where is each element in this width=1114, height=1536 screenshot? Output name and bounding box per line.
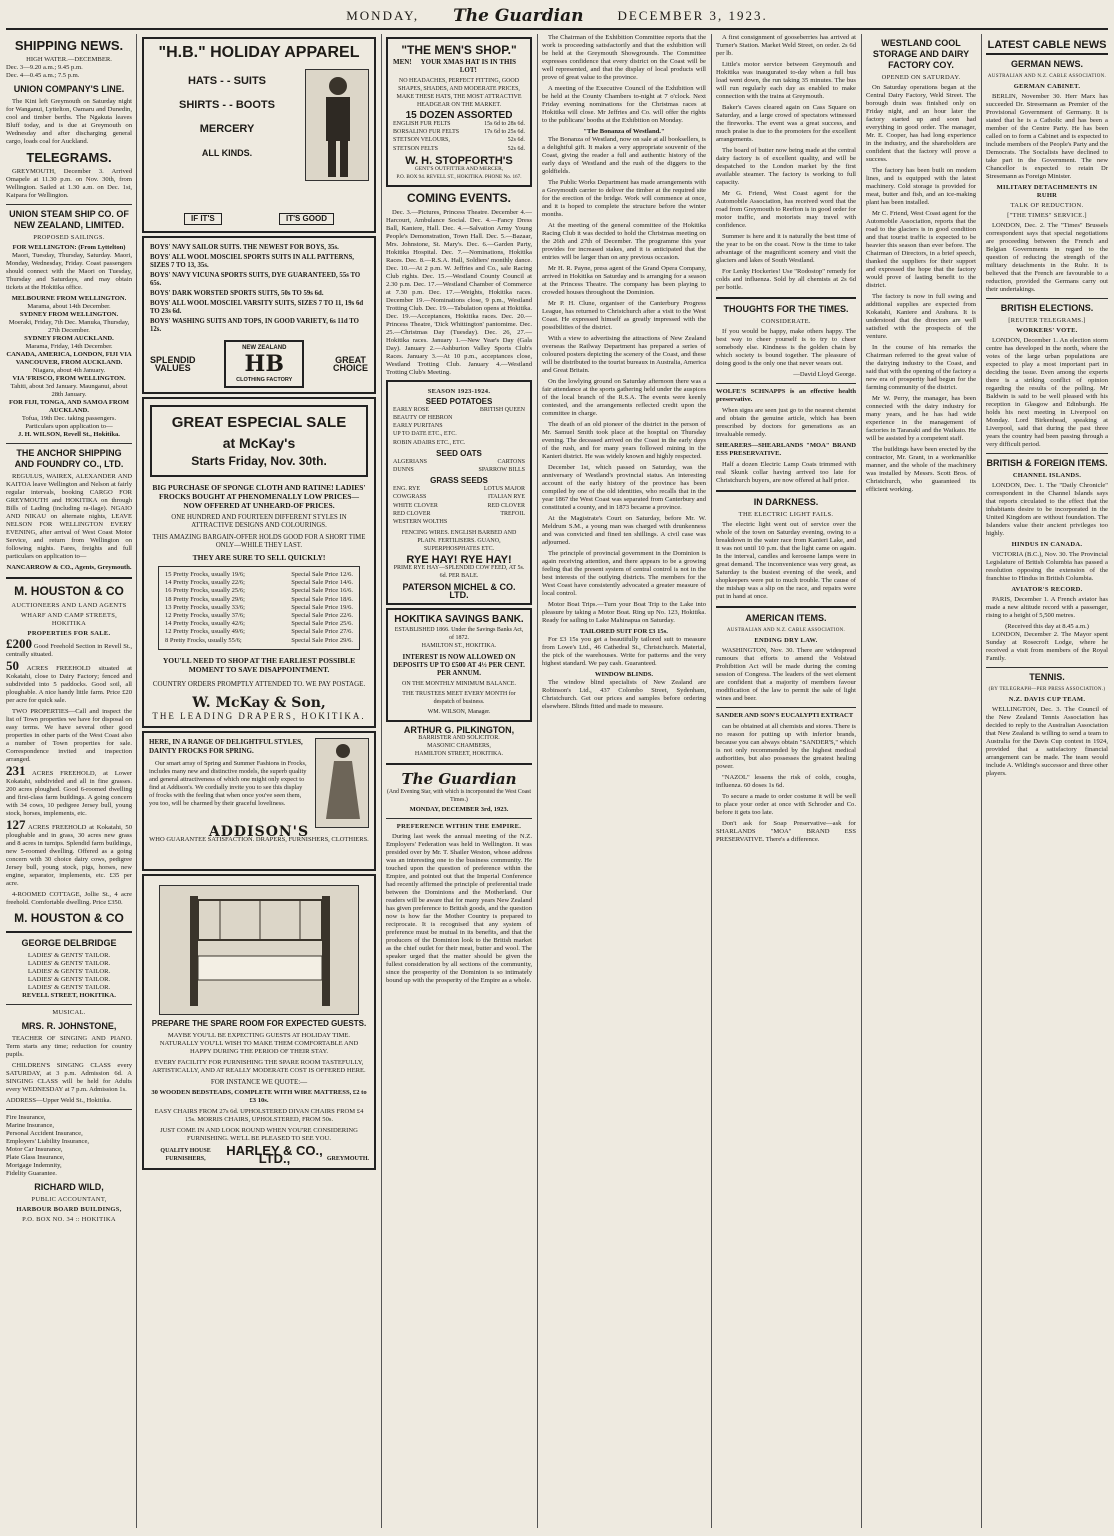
addison-sub: WHO GUARANTEE SATISFACTION. DRAPERS, FURNISHERS, CLOTHIERS. bbox=[149, 835, 369, 843]
news-paragraph: December 1st, which passed on Saturday, was the anniversary of Westland's provincial status. An interesting account of the early history of the province has been compiled by one of the old identities, who recalls that in the year 1867 the West Coast was separated from Canterbury and constituted a county, and in 1873 became a province. bbox=[542, 464, 706, 511]
children-class-text: CHILDREN'S SINGING CLASS every SATURDAY, at 3 p.m. Admission 6d. A SINGING CLASS will be held for Adults every WEDNESDAY at 7 p.m. Admission 1s. bbox=[6, 1062, 132, 1093]
sponge-text: BIG PURCHASE OF SPONGE CLOTH AND RATINE! LADIES' FROCKS BOUGHT AT PHENOMENALLY LOW PRICES—NOW OFFERED AT UNHEARD-OF PRICES. bbox=[152, 483, 366, 510]
hb-logo bbox=[224, 340, 304, 388]
choice-label: CHOICE bbox=[332, 363, 368, 373]
paterson-ad bbox=[386, 380, 532, 605]
insurance-item: Mortgage Indemnity, bbox=[6, 1162, 62, 1169]
telegrams-text: GREYMOUTH, December 3. Arrived Omapele at 11.30 p.m. on Nov. 30th, from Wellington. Sailed at 1.30 a.m. on Dec. 1st, Kaipara for Wellington. bbox=[6, 168, 132, 199]
harley-name: HARLEY & CO., LTD., bbox=[226, 1142, 323, 1166]
news-paragraph: Mr H. R. Payne, press agent of the Grand Opera Company, arrived in Hokitika on Saturday and is arranging for a season at the Princess Theatre. The company has been playing to crowded houses throughout the Dominion. bbox=[542, 265, 706, 296]
masthead-title: The Guardian bbox=[453, 6, 584, 26]
american-sub: AUSTRALIAN AND N.Z. CABLE ASSOCIATION. bbox=[726, 628, 846, 633]
country-text: COUNTRY ORDERS PROMPTLY ATTENDED TO. WE PAY POSTAGE. bbox=[152, 679, 366, 688]
sale-date: Starts Friday, Nov. 30th. bbox=[191, 454, 327, 468]
addison-ad bbox=[142, 731, 376, 871]
ussco-heading: UNION STEAM SHIP CO. OF NEW ZEALAND, LIMITED. bbox=[9, 209, 129, 230]
news-paragraph: Baker's Caves cleared again on Cass Square on Saturday, and a large crowd of spectators witnessed the fireworks. The event was a great success, and much praise is due to the promoters for the excellent arrangements. bbox=[716, 104, 856, 143]
frock-row: 14 Pretty Frocks, usually 22/6; Special Sale Price 14/6. bbox=[165, 579, 353, 587]
grass-row: COWGRASS ITALIAN RYE bbox=[393, 494, 525, 501]
sale-at: at McKay's bbox=[222, 435, 296, 451]
drapers-line: THE LEADING DRAPERS, HOKITIKA. bbox=[152, 710, 366, 721]
route-heading: MELBOURNE FROM WELLINGTON. bbox=[11, 295, 127, 302]
route-text: Marama, about 14th December. bbox=[27, 303, 111, 310]
masonic-line: MASONIC CHAMBERS, bbox=[427, 743, 491, 750]
spare-room-heading: PREPARE THE SPARE ROOM FOR EXPECTED GUESTS. bbox=[151, 1018, 367, 1028]
potato-row: UP TO DATE ETC., ETC. bbox=[393, 431, 457, 438]
clothing-label: CLOTHING FACTORY bbox=[236, 377, 293, 383]
oats-row: DUNNS SPARROW BILLS bbox=[393, 467, 525, 474]
boys-line: BOYS' NAVY VICUNA SPORTS SUITS, DYE GUARANTEED, 55s TO 65s. bbox=[150, 272, 361, 287]
musical-heading: MUSICAL. bbox=[52, 1009, 86, 1016]
news-paragraph: Mr C. Friend, West Coast agent for the Automobile Association, reports that the road to the glaciers is in good condition and that tourist traffic is expected to be heavier this season than ever before. The Chairman of Directors, in a brief speech, thanked the suppliers for their support and expressed the hope that the factory would prove of lasting benefit to the district. bbox=[866, 210, 976, 289]
sale-title: GREAT ESPECIAL SALE bbox=[171, 414, 347, 431]
news-paragraph: The board of butter now being made at the central dairy factory is of excellent quality, and will be despatched to the London market by the first available steamer. The factory is working to full capacity. bbox=[716, 147, 856, 186]
column-rule bbox=[711, 34, 712, 1528]
property-text: Good Freehold Section in Revell St., centrally situated. bbox=[6, 643, 132, 658]
property-acres: 50 bbox=[6, 658, 19, 673]
hb-item: SHIRTS - - BOOTS bbox=[179, 99, 275, 111]
insurance-item: Motor Car Insurance, bbox=[6, 1146, 63, 1153]
news-paragraph: On the lowlying ground on Saturday afternoon there was a fair attendance at the sports gathering held under the auspices of the local branch of the R.S.A. The events were keenly contested, and the arrangements reflected credit upon the committee in charge. bbox=[542, 378, 706, 417]
rye-text: PRIME RYE HAY—SPLENDID COW FEED, AT 5s. 6d. PER BALE. bbox=[393, 565, 525, 580]
addison-name: ADDISON'S bbox=[208, 823, 310, 840]
instance-text: FOR INSTANCE WE QUOTE:— bbox=[210, 1077, 308, 1086]
wild-sub: PUBLIC ACCOUNTANT, bbox=[31, 1196, 107, 1203]
frock-row: 16 Pretty Frocks, usually 25/6; Special Sale Price 16/6. bbox=[165, 587, 353, 595]
news-paragraph: On Saturday operations began at the Central Dairy Factory, Weld Street. The borough drain was finished only on Friday night, and an hour later the factory started up and soon had everything in good order. The manager, Mr. E. Cooper, has had long experience in the industry, and the shareholders are confident that the factory will prove a success. bbox=[866, 84, 976, 163]
values-label: VALUES bbox=[154, 363, 191, 373]
savings-bank-ad bbox=[386, 608, 532, 722]
insurance-list bbox=[6, 1114, 132, 1178]
come-text: JUST COME IN AND LOOK ROUND WHEN YOU'RE CONSIDERING FURNISHING. WE'LL BE PLEASED TO SEE YOU. bbox=[160, 1126, 358, 1142]
newspaper-page bbox=[6, 4, 1108, 1532]
paterson-name: PATERSON MICHEL & CO. LTD. bbox=[402, 582, 516, 601]
shipping-heading: SHIPPING NEWS. bbox=[14, 38, 124, 53]
potato-row: EARLY ROSE BRITISH QUEEN bbox=[393, 406, 525, 413]
column-7 bbox=[986, 34, 1108, 1528]
frock-row: 12 Pretty Frocks, usually 37/6; Special Sale Price 22/6. bbox=[165, 612, 353, 620]
masthead-day: MONDAY, bbox=[346, 8, 420, 23]
wild-pobox: P.O. BOX NO. 34 :: HOKITIKA bbox=[22, 1216, 116, 1223]
thoughts-text: If you would be happy, make others happy. The best way to cheer yourself is to try to cheer somebody else. Kindness is the golden chain by which society is bound together. The pleasure of doing good is the only one that never wears out. bbox=[716, 328, 856, 367]
news-paragraph: The death of an old pioneer of the district in the person of Mr. Samuel Smith took place at the hospital on Thursday evening. The deceased arrived on the Coast in the early days of the rush, and for many years followed mining in the Kanieri district. He was widely known and highly respected. bbox=[542, 421, 706, 460]
particulars: Particulars upon application to— bbox=[25, 423, 113, 430]
property-text: ACRES FREEHOLD situated at Kokatahi, close to Dairy Factory; fenced and subdivided into 5 paddocks. Good soil, all ploughable. A nice handy little farm. Price £20 per acre for quick sale. bbox=[6, 665, 132, 704]
seed-oats-heading: SEED OATS bbox=[436, 448, 482, 458]
dozen-line: 15 DOZEN ASSORTED bbox=[405, 110, 513, 121]
darkness-heading: IN DARKNESS. bbox=[753, 497, 819, 507]
potato-row: EARLY PURITANS bbox=[393, 423, 443, 430]
manager-text: WM. WILSON, Manager. bbox=[427, 709, 491, 716]
news-paragraph: Mr P. H. Clune, organiser of the Canterbury Progress League, has returned to Christchurch after a visit to the West Coast. He expressed himself as greatly impressed with the possibilities of the district. bbox=[542, 300, 706, 331]
telegrams-heading: TELEGRAMS. bbox=[26, 150, 112, 165]
property-text: TWO PROPERTIES—Call and inspect the list of Town properties we have for disposal on easy terms. We have several other good properties in other parts of the West Coast also a number of Town properties for sale. Correspondence invited and inspection arranged. bbox=[6, 708, 132, 763]
splendid-label: SPLENDID bbox=[150, 355, 196, 365]
column-3 bbox=[386, 34, 532, 1528]
dairy-heading: WESTLAND COOL STORAGE AND DAIRY FACTORY COY. bbox=[872, 38, 970, 70]
mens-title: "THE MEN'S SHOP." bbox=[401, 43, 517, 57]
hat-row: STETSON VELOURS, 52s 6d. bbox=[393, 137, 525, 144]
thoughts-sub: CONSIDERATE. bbox=[761, 318, 811, 325]
stopforth-sub: GENT'S OUTFITTER AND MERCER, bbox=[414, 165, 504, 172]
property-text: 4-ROOMED COTTAGE, Jollie St., 4 acre freehold. Comfortable dwelling. Price £350. bbox=[6, 891, 132, 906]
column-4 bbox=[542, 34, 706, 1528]
frocks-price-list bbox=[158, 566, 360, 650]
property-text: ACRES FREEHOLD, at Lower Kokatahi, subdivided and all in fine grasses. 200 acres ploughed. Good 6-roomed dwelling and first-class farm buildings. A going concern with 34 cows, 10 pedigree Jersey bull, young stock, horses, implements, etc. bbox=[6, 770, 132, 817]
harley-town: GREYMOUTH. bbox=[326, 1155, 369, 1162]
dont-text: Don't ask for Soap Preservative—ask for SHARLANDS "MOA" BRAND ESS PRESERVATIVE. There's a difference. bbox=[716, 820, 856, 843]
tailor-line: LADIES' & GENTS' TAILOR. bbox=[27, 976, 111, 983]
great-label: GREAT bbox=[335, 355, 366, 365]
thoughts-heading: THOUGHTS FOR THE TIMES. bbox=[723, 304, 849, 314]
frock-row: 13 Pretty Frocks, usually 33/6; Special Sale Price 19/6. bbox=[165, 603, 353, 611]
hindus-heading: HINDUS IN CANADA. bbox=[1011, 541, 1083, 548]
sander-heading: SANDER AND SON'S EUCALYPTI EXTRACT bbox=[716, 712, 854, 719]
news-paragraph: Motor Boat Trips.—Turn your Boat Trip to the Lake into pleasure by taking a Motor Boat. Ring up No. 123, Hokitika. Ready for sailing to Lake Mahinapua on Saturday. bbox=[542, 601, 706, 624]
elections-heading: BRITISH ELECTIONS. bbox=[1000, 303, 1094, 313]
order-text: To secure a made to order costume it will be well to place your order at once with Schroder and Co. before it gets too late. bbox=[716, 793, 856, 816]
hb-logo-text: HB bbox=[244, 351, 284, 377]
foreign-heading: BRITISH & FOREIGN ITEMS. bbox=[986, 458, 1108, 468]
guardian-title: The Guardian bbox=[401, 770, 517, 789]
children-address: ADDRESS—Upper Weld St., Hokitika. bbox=[6, 1097, 112, 1104]
potato-row: ROBIN ADAIRS ETC., ETC. bbox=[393, 439, 466, 446]
shearers-text: Half a dozen Electric Lamp Coats trimmed with real Skunk collar having arrived too late for Christchurch buyers, are now offered at half price. bbox=[716, 461, 856, 484]
route-text: Tofua, 19th Dec. taking passengers. bbox=[21, 415, 117, 422]
cabinet-heading: GERMAN CABINET. bbox=[1013, 83, 1081, 90]
news-paragraph: At the Magistrate's Court on Saturday, before Mr. W. Meldrum S.M., a young man was charged with drunkenness and was convicted and fined ten shillings. A civil case was adjourned. bbox=[542, 515, 706, 546]
harley-sub: QUALITY HOUSE FURNISHERS, bbox=[160, 1147, 211, 1162]
america-text: WASHINGTON, Nov. 30. There are widespread rumours that efforts to amend the Volstead Prohibition Act will be made during the coming session of Congress. The leaders of the wet element are confident that a majority of members favour modification of the law to permit the sale of light wines and beer. bbox=[716, 647, 856, 702]
received-line: (Received this day at 8.45 a.m.) bbox=[1005, 623, 1089, 630]
latest-cable-heading: LATEST CABLE NEWS bbox=[986, 38, 1108, 55]
addison-intro: HERE, IN A RANGE OF DELIGHTFUL STYLES, DAINTY FROCKS FOR SPRING. bbox=[149, 737, 303, 755]
rye-hay-heading: RYE HAY! RYE HAY! bbox=[406, 554, 512, 567]
man-figure-illustration bbox=[305, 69, 369, 181]
route-heading: VIA 'FRISCO, FROM WELLINGTON. bbox=[12, 375, 126, 382]
column-1 bbox=[6, 34, 132, 1528]
wild-address: HARBOUR BOARD BUILDINGS, bbox=[16, 1206, 122, 1213]
masthead-date: DECEMBER 3, 1923. bbox=[617, 8, 768, 23]
tailored-heading: TAILORED SUIT FOR £3 15s. bbox=[580, 628, 668, 635]
high-water: HIGH WATER.—DECEMBER. bbox=[26, 56, 112, 63]
stopforth-address: P.O. BOX 94. REVELL ST., HOKITIKA. PHONE No. 167. bbox=[396, 173, 522, 180]
news-paragraph: At the meeting of the general committee of the Hokitika Racing Club it was decided to hold the Christmas meeting on the 26th and 27th of December. The programme this year provides for increased stakes, and it is anticipated that the entries will be larger than on any previous occasion. bbox=[542, 222, 706, 261]
american-heading: AMERICAN ITEMS. bbox=[745, 613, 827, 623]
delbridge-heading: GEORGE DELBRIDGE bbox=[21, 938, 117, 948]
property-acres: 127 bbox=[6, 817, 26, 832]
hb-item: ALL KINDS. bbox=[201, 148, 253, 158]
bargain-text: THIS AMAZING BARGAIN-OFFER HOLDS GOOD FOR A SHORT TIME ONLY—WHILE THEY LAST. bbox=[152, 534, 366, 549]
received-text: LONDON, December 2. The Mayor spent Sunday at Rosecroft Lodge, where he received a visit from members of the Royal Family. bbox=[986, 631, 1108, 662]
bedsteads-text: 30 WOODEN BEDSTEADS, COMPLETE WITH WIRE MATTRESS, £2 to £3 10s. bbox=[151, 1088, 367, 1104]
established-text: ESTABLISHED 1866. Under the Savings Banks Act, of 1872. bbox=[394, 627, 524, 642]
proposed-sailings: PROPOSED SAILINGS. bbox=[33, 234, 105, 241]
boys-line: BOYS' WASHING SUITS AND TOPS, IN GOOD VARIETY, 6s 11d TO 12s. bbox=[150, 318, 359, 333]
column-rule bbox=[981, 34, 982, 1528]
tailor-line: LADIES' & GENTS' TAILOR. bbox=[27, 984, 111, 991]
news-paragraph: The Bonanza of Westland, now on sale at all booksellers, is a delightful gift. It makes a very appropriate souvenir of the Coast, giving the reader a full and authentic history of the early days of Westland and the rush of the diggers to the goldfields. bbox=[542, 136, 706, 175]
news-paragraph: The window blind specialists of New Zealand are Robinson's Ltd., 437 Colombo Street, Sydenham, Christchurch. Get our prices and samples before ordering elsewhere. Blinds fitted and made to measure. bbox=[542, 679, 706, 710]
column-2 bbox=[142, 34, 376, 1528]
route-heading: CANADA, AMERICA, LONDON, FIJI VIA VANCOUVER, FROM AUCKLAND. bbox=[6, 351, 132, 366]
houston-sub: AUCTIONEERS AND LAND AGENTS bbox=[11, 602, 127, 609]
banner-right: IT'S GOOD bbox=[279, 213, 334, 225]
nz-label: NEW ZEALAND bbox=[242, 345, 287, 351]
route-text: Moeraki, Friday, 7th Dec. Manuka, Thursday, 27th December. bbox=[8, 319, 130, 334]
hat-row: ENGLISH FUR FELTS 15s 6d to 28s 6d. bbox=[393, 121, 525, 127]
insurance-item: Employers' Liability Insurance, bbox=[6, 1138, 90, 1145]
hat-row: STETSON FELTS 52s 6d. bbox=[393, 145, 525, 152]
reuter-sub: [REUTER TELEGRAMS.] bbox=[1008, 317, 1086, 324]
johnstone-name: MRS. R. JOHNSTONE, bbox=[21, 1021, 117, 1031]
nazol-text: "NAZOL" lessens the risk of colds, coughs, influenza. 60 doses 1s 6d. bbox=[716, 774, 856, 789]
reduction-sub: TALK OF REDUCTION. bbox=[1010, 202, 1084, 209]
addison-text: Our smart array of Spring and Summer Fashions in Frocks, includes many new and distinctive models, the superb quality and general attractiveness of which one might only expect to find at Addison's. We cordially invite you to see this display of frocks with the feeling that when once you've seen them, you too, will be charmed by their graceful loveliness. bbox=[149, 759, 307, 807]
news-paragraph: In the course of his remarks the Chairman referred to the great value of the dairying industry to the Coast, and said that with the opening of the factory a new era of prosperity had begun for the farming community of the district. bbox=[866, 344, 976, 391]
grass-row: ENG. RYE LOTUS MAJOR bbox=[393, 486, 525, 493]
trustees-text: THE TRUSTEES MEET EVERY MONTH for despatch of business. bbox=[402, 691, 516, 706]
tide-line: Dec. 3—9.20 a.m.; 9.45 p.m. bbox=[6, 64, 83, 71]
boys-suits-ad bbox=[142, 236, 376, 394]
news-paragraph: For Lenky Hockeries! Use "Rodostop" remedy for colds and influenza. Sold by all chemists at 2s 6d per bottle. bbox=[716, 268, 856, 291]
column-rule bbox=[381, 34, 382, 1528]
news-paragraph: Mr G. Friend, West Coast agent for the Automobile Association, has received word that the road from Greymouth to Reefton is in good order for motor traffic, and motorists may travel with confidence. bbox=[716, 190, 856, 229]
route-heading: SYDNEY FROM AUCKLAND. bbox=[24, 335, 114, 342]
editorial-heading: PREFERENCE WITHIN THE EMPIRE. bbox=[396, 823, 522, 831]
bank-address: HAMILTON ST., HOKITIKA. bbox=[421, 643, 497, 650]
route-text: Niagara, about 4th January. bbox=[32, 367, 106, 374]
fencing-text: FENCING WIRES. ENGLISH BARBED AND PLAIN. FERTILISERS. GUANO, SUPERPHOSPHATES ETC. bbox=[401, 530, 517, 553]
union-text: The Kini left Greymouth on Saturday night for Wanganui, Lyttelton, Oamaru and Dunedin, cool and timber berths. The Ngakuta leaves Bluff today, and is due at Greymouth on Wednesday and after discharging general cargo, loads coal for Auckland. bbox=[6, 98, 132, 145]
oats-row: ALGERIANS CARTONS bbox=[393, 458, 525, 465]
news-paragraph: The principle of provincial government in the Dominion is again receiving attention, and there appears to be a growing feeling that the present system of central control is not in the best interests of the outlying districts. The members for the West Coast have consistently advocated a greater measure of local control. bbox=[542, 550, 706, 597]
tailor-line: LADIES' & GENTS' TAILOR. bbox=[27, 952, 111, 959]
opened-sub: OPENED ON SATURDAY. bbox=[881, 74, 961, 81]
hb-item: MERCERY bbox=[199, 123, 255, 135]
boys-line: BOYS' ALL WOOL MOSCIEL VARSITY SUITS, SIZES 7 TO 11, 19s 6d TO 23s 6d. bbox=[150, 300, 364, 315]
frock-row: 14 Pretty Frocks, usually 42/6; Special Sale Price 25/6. bbox=[165, 620, 353, 628]
route-heading: SYDNEY FROM WELLINGTON. bbox=[19, 311, 119, 318]
aviators-text: PARIS, December 1. A French aviator has made a new altitude record with a passenger, rising to a height of 5,500 metres. bbox=[986, 596, 1108, 619]
assoc-sub: AUSTRALIAN AND N.Z. CABLE ASSOCIATION. bbox=[987, 74, 1107, 79]
hindus-text: VICTORIA (B.C.), Nov. 30. The Provincial Legislature of British Columbia has passed a resolution opposing the extension of the franchise to Hindus in British Columbia. bbox=[986, 551, 1108, 582]
boys-line: BOYS' ALL WOOL MOSCIEL SPORTS SUITS IN ALL PATTERNS, SIZES 7 TO 13, 35s. bbox=[150, 254, 354, 269]
grass-row: WESTERN WOLTHS bbox=[393, 519, 448, 526]
hb-apparel-ad bbox=[142, 37, 376, 233]
property-acres: 231 bbox=[6, 763, 26, 778]
column-rule bbox=[136, 34, 137, 1528]
mens-sub: MEN! bbox=[393, 58, 412, 66]
pilkington-name: ARTHUR G. PILKINGTON, bbox=[403, 725, 515, 736]
early-text: YOU'LL NEED TO SHOP AT THE EARLIEST POSSIBLE MOMENT TO SAVE DISAPPOINTMENT. bbox=[162, 655, 356, 674]
boys-line: BOYS' DARK WORSTED SPORTS SUITS, 50s TO 59s 6d. bbox=[150, 290, 324, 297]
delbridge-address: REVELL STREET, HOKITIKA. bbox=[22, 992, 116, 999]
union-heading: UNION COMPANY'S LINE. bbox=[13, 84, 125, 94]
savings-heading: HOKITIKA SAVINGS BANK. bbox=[394, 614, 524, 626]
german-heading: GERMAN NEWS. bbox=[1011, 59, 1083, 69]
guardian-date: MONDAY, DECEMBER 3rd, 1923. bbox=[409, 806, 509, 814]
grass-row: RED CLOVER TREFOIL bbox=[393, 510, 525, 517]
column-5 bbox=[716, 34, 856, 1528]
boys-line: BOYS' NAVY SAILOR SUITS. THE NEWEST FOR BOYS, 35s. bbox=[150, 244, 339, 251]
mens-text: NO HEADACHES, PERFECT FITTING, GOOD SHAPES, SHADES, AND MODERATE PRICES, MAKE THESE HATS, THE MOST ATTRACTIVE HEADGEAR ON THE MARKET. bbox=[396, 78, 522, 108]
times-sub: ["THE TIMES" SERVICE.] bbox=[1007, 212, 1087, 219]
insurance-item: Fidelity Guarantee. bbox=[6, 1170, 57, 1177]
monthly-text: ON THE MONTHLY MINIMUM BALANCE. bbox=[402, 681, 516, 688]
stopforth-name: W. H. STOPFORTH'S bbox=[405, 154, 513, 167]
hb-item: HATS - - SUITS bbox=[187, 75, 266, 87]
column-rule bbox=[861, 34, 862, 1528]
tailor-line: LADIES' & GENTS' TAILOR. bbox=[27, 960, 111, 967]
aviators-heading: AVIATOR'S RECORD. bbox=[1011, 586, 1083, 593]
news-paragraph: The buildings have been erected by the contractor, Mr. Grant, in a workmanlike manner, and the whole of the machinery was installed by Messrs. Scott Bros. of Christchurch, who guaranteed its efficient working. bbox=[866, 446, 976, 493]
military-heading: MILITARY DETACHMENTS IN RUHR bbox=[996, 184, 1098, 199]
insurance-item: Marine Insurance, bbox=[6, 1122, 54, 1129]
houston-footer: M. HOUSTON & CO bbox=[14, 911, 124, 925]
insurance-item: Fire Insurance, bbox=[6, 1114, 46, 1121]
news-paragraph: For £3 15s you get a beautifully tailored suit to measure from Lowe's Ltd., 46 Cathedral St., Christchurch. Material, the pick of the warehouses. Write for patterns and the very highest standard. We pay cash. Guaranteed. bbox=[542, 636, 706, 667]
column-rule bbox=[537, 34, 538, 1528]
frock-row: 12 Pretty Frocks, usually 49/6; Special Sale Price 27/6. bbox=[165, 628, 353, 636]
america-item-heading: ENDING DRY LAW. bbox=[754, 637, 818, 644]
pilkington-ad bbox=[386, 726, 532, 758]
agent-name: J. H. WILSON, Revell St., Hokitika. bbox=[18, 431, 120, 438]
editorial-text: During last week the annual meeting of the N.Z. Employers' Federation was held in Wellington. It was presided over by Mr. T. Shailer Weston, whose address was an interesting one to the business community. He touched upon the question of preference within the Empire, and pointed out that the Imperial Conference had recently affirmed the principle of preferential trade between the Dominions and the Motherland. Our readers will be aware that for many years New Zealand has given preference to British goods, and the question now is how far the Mother Country is prepared to reciprocate. It is recognised that any system of preference must be mutual in its benefits, and that the producers of the Dominion look to the British market as the chief outlet for their meat, butter and wool. The speaker urged that the matter should be given the fullest consideration by all sections of the community, since the prosperity of the Dominion is so intimately bound up with the prosperity of the Empire as a whole. bbox=[386, 833, 532, 985]
wild-name: RICHARD WILD, bbox=[34, 1182, 104, 1192]
tide-line: Dec. 4—0.45 a.m.; 7.5 p.m. bbox=[6, 72, 80, 79]
frock-row: 15 Pretty Frocks, usually 19/6; Special Sale Price 12/6. bbox=[165, 571, 353, 578]
davis-heading: N.Z. DAVIS CUP TEAM. bbox=[1008, 696, 1086, 703]
tennis-heading: TENNIS. bbox=[1029, 672, 1065, 682]
column-6 bbox=[866, 34, 976, 1528]
route-heading: FOR FIJI, TONGA, AND SAMOA FROM AUCKLAND. bbox=[8, 399, 130, 414]
mens-shop-ad bbox=[386, 37, 532, 187]
frock-row: 18 Pretty Frocks, usually 29/6; Special Sale Price 18/6. bbox=[165, 595, 353, 603]
cabinet-text: BERLIN, November 30. Herr Marx has succeeded Dr. Stresemann as Premier of the Provisional Government of Germany. It is stated that he is a Catholic and has been a member of the Centre Party. He has been called on to form a Cabinet and is expected to include members of the People's Party and the Democrats. The Socialists have declined to take part in the Government. The new Chancellor is expected to retain Dr Stresemann as Foreign Minister. bbox=[986, 93, 1108, 180]
mckay-sale-ad bbox=[142, 397, 376, 728]
coming-events-heading: COMING EVENTS. bbox=[406, 190, 511, 205]
chairs-text: EASY CHAIRS FROM 27s 6d. UPHOLSTERED DIVAN CHAIRS FROM £4 15s. MORRIS CHAIRS, UPHOLSTERED, FROM 50s. bbox=[154, 1107, 364, 1123]
workers-heading: WORKERS' VOTE. bbox=[1016, 327, 1078, 334]
grass-row: WHITE CLOVER RED CLOVER bbox=[393, 502, 525, 509]
news-paragraph: The Chairman of the Exhibition Committee reports that the work is proceeding satisfactorily and that the exhibition will be held at the Greymouth Showgrounds. The Committee expresses confidence that every district on the Coast will be well represented, and that the display of local products will prove of great value to the province. bbox=[542, 34, 706, 81]
news-paragraph: With a view to advertising the attractions of New Zealand overseas the Railway Department has prepared a series of coloured posters depicting the scenery of the Coast, and these will be distributed to the tourist bureaux in Australia, America and Great Britain. bbox=[542, 335, 706, 374]
news-paragraph: Summer is here and it is naturally the best time of the year to be on the coast. Now is the time to take advantage of the magnificent scenery and visit the glaciers and lakes of South Westland. bbox=[716, 233, 856, 264]
tailor-line: LADIES' & GENTS' TAILOR. bbox=[27, 968, 111, 975]
furnish-text: EVERY FACILITY FOR FURNISHING THE SPARE ROOM TASTEFULLY, ARTISTICALLY, AND AT REALLY MODERATE COST IS OFFERED HERE. bbox=[152, 1058, 366, 1074]
sander-text: can be obtained at all chemists and stores. There is no reason for putting up with inferior brands, because you can always obtain "SANDER'S," which is not only recommended by the highest medical authorities, but also possesses the greatest healing power. bbox=[716, 723, 856, 770]
route-text: Tahiti, about 3rd January. Maunganui, about 28th January. bbox=[10, 383, 128, 398]
potato-row: BEAUTY OF HEBRON bbox=[393, 415, 453, 422]
bonanza-heading: "The Bonanza of Westland." bbox=[583, 128, 665, 135]
channel-heading: CHANNEL ISLANDS. bbox=[1012, 472, 1082, 479]
darkness-text: The electric light went out of service over the whole of the town on Saturday evening, owing to a breakdown in the water race from Kanieri Lake, and it was not until 10 p.m. that the light came on again. In the interval, candles and kerosene lamps were in great demand. The inconvenience was very great, as Saturday is the busiest evening of the week, and shopkeepers were put to much trouble. The cause of the mishap was a slip on the race, and repairs were put in hand at once. bbox=[716, 521, 856, 600]
tennis-sub: (BY TELEGRAPH—PER PRESS ASSOCIATION.) bbox=[988, 687, 1106, 692]
interest-text: INTEREST IS NOW ALLOWED ON DEPOSITS UP TO £500 AT 4½ PER CENT. PER ANNUM. bbox=[393, 653, 525, 678]
mckay-name: W. McKay & Son, bbox=[192, 694, 326, 711]
insurance-item: Plate Glass Insurance, bbox=[6, 1154, 65, 1161]
masthead bbox=[6, 4, 1108, 30]
news-paragraph: A first consignment of gooseberries has arrived at Turner's Station. Market Weld Street, on order. 2s 6d per lb. bbox=[716, 34, 856, 57]
mens-tag: YOUR XMAS HAT IS IN THIS LOT! bbox=[420, 58, 517, 74]
wellington-text: Maori, Tuesday, Thursday, Saturday. Maori, Monday, Wednesday, Friday. Coast passengers should connect with the Maori on Tuesday, Thursday and Saturdays, and may obtain tickets at the Hokitika office. bbox=[6, 252, 132, 291]
spare-text: MAYBE YOU'LL BE EXPECTING GUESTS AT HOLIDAY TIME. NATURALLY YOU'LL WISH TO MAKE THEM COMFORTABLE AND HAPPY DURING THE PERIOD OF THEIR STAY. bbox=[159, 1031, 359, 1055]
pilkington-address: HAMILTON STREET, HOKITIKA. bbox=[414, 751, 504, 758]
schnapps-heading: WOLFE'S SCHNAPPS is an effective health preservative. bbox=[716, 388, 856, 403]
news-paragraph: The factory has been built on modern lines, and is equipped with the latest machinery. Cold storage is provided for meat, butter and fish, and an ice-making plant has been installed. bbox=[866, 167, 976, 206]
styles-text: ONE HUNDRED AND FOURTEEN DIFFERENT STYLES IN ATTRACTIVE DESIGNS AND COLOURINGS. bbox=[171, 514, 347, 529]
news-paragraph: The factory is now in full swing and additional supplies are expected from Kokatahi, Kaniere and Arahura. It is understood that the directors are well satisfied with the prospects of the venture. bbox=[866, 293, 976, 340]
banner-left: IF IT'S bbox=[184, 213, 222, 225]
news-paragraph: Little's motor service between Greymouth and Hokitika was inaugurated to-day when a full bus load went down, the run taking 35 minutes. The bus will run regularly each day as enabled to make connection with the trains at Greymouth. bbox=[716, 61, 856, 100]
schnapps-text: When signs are seen just go to the nearest chemist and obtain the genuine article, which has been prescribed by doctors for generations as an invaluable remedy. bbox=[716, 407, 856, 438]
houston-address: WHARF AND CAMP STREETS, HOKITIKA bbox=[20, 612, 118, 627]
for-wellington: FOR WELLINGTON: (From Lyttelton) bbox=[12, 244, 126, 251]
bed-illustration bbox=[159, 885, 359, 1015]
houston-heading: M. HOUSTON & CO bbox=[14, 584, 124, 598]
anchor-heading: THE ANCHOR SHIPPING AND FOUNDRY CO., LTD. bbox=[14, 448, 124, 469]
lady-figure-illustration bbox=[315, 738, 369, 828]
davis-text: WELLINGTON, Dec. 3. The Council of the New Zealand Tennis Association has decided to reply to the Australian Association that New Zealand is willing to send a team to Australia for the Davis Cup contest in 1924, provided that a satisfactory financial arrangement can be made. The team would include A. Wilding's successor and three other players. bbox=[986, 706, 1108, 777]
window-heading: WINDOW BLINDS. bbox=[594, 671, 654, 678]
pilkington-sub: BARRISTER AND SOLICITOR. bbox=[418, 735, 500, 742]
channel-text: LONDON, Dec. 1. The "Daily Chronicle" correspondent in the Channel Islands says that reports circulated to the effect that the inhabitants desire to be incorporated in the United Kingdom are without foundation. The Islanders value their ancient privileges too highly. bbox=[986, 482, 1108, 537]
anchor-text: REGULUS, WAIREX, ALEXANDER AND KAITOA leave Wellington and Nelson at fairly regular intervals, booking CARGO FOR GREYMOUTH and HOKITIKA on through Bills of Lading (including ra-ilage). NGAIO AND NIKAU on alternate nights, LEAVE NELSON FOR WELLINGTON EVERY EVENING, after arrival of West Coast Motor Service, and return from Wellington on following nights. Fares, freights and full particulars on application to— bbox=[6, 473, 132, 560]
route-text: Marama, Friday, 14th December. bbox=[25, 343, 113, 350]
hat-row: BORSALINO FUR FELTS 17s 6d to 25s 6d. bbox=[393, 129, 525, 136]
military-text: LONDON, Dec. 2. The "Times" Brussels correspondent says that special negotiations are proceeding between the French and Belgian Governments in regard to the question of reducing the strength of the military detachments in the Ruhr. It is believed that the French are favourable to a reduction, provided the Germans carry out their undertakings. bbox=[986, 222, 1108, 293]
shearers-heading: SHEARERS—SHEARLANDS "MOA" BRAND ESS PRESERVATIVE. bbox=[716, 442, 856, 457]
news-paragraph: A meeting of the Executive Council of the Exhibition will be held at the County Chambers to-night at 7 o'clock. Next Friday evening nominations for the Christmas races at Hokitika will close. Mr Jeffries and Co. will offer the rights to the publicans' booths at the Exhibition on Monday. bbox=[542, 85, 706, 124]
anchor-agent: NANCARROW & CO., Agents, Greymouth. bbox=[6, 564, 132, 571]
season-line: SEASON 1923-1924. bbox=[427, 387, 491, 395]
news-paragraph: Mr W. Perry, the manager, has been connected with the dairy industry for many years, and he has had wide experience in the management of factories in Taranaki and the Waikato. He will be assisted by a competent staff. bbox=[866, 395, 976, 442]
insurance-item: Personal Accident Insurance, bbox=[6, 1130, 83, 1137]
grass-seeds-heading: GRASS SEEDS bbox=[430, 476, 488, 486]
hb-title: "H.B." HOLIDAY APPAREL bbox=[158, 44, 360, 61]
harley-ad bbox=[142, 874, 376, 1170]
news-paragraph: The Public Works Department has made arrangements with a Greymouth carrier to deliver the timber at the required site for the erection of the bridge. Work will commence at once, and it is hoped to complete the structure before the winter months. bbox=[542, 179, 706, 218]
attribution: —David Lloyd George. bbox=[793, 371, 856, 378]
events-text: Dec. 3.—Pictures, Princess Theatre. December 4.—Harcourt, Ambulance Social. Dec. 4.—Fancy Dress Ball, Kaniere, Hall. Dec. 4.—Salvation Army Young People's Demonstration, Town Hall. Dec. 5.—Bazaar, Mrs. Johnstone, St. Mary's. Dec. 6.—Garden Party, Hokitika Hospital. Dec. 7.—Nominations, Hokitika Races. Dec. 8.—R.S.A. Hall, Soldiers' monthly dance. Dec. 10.—At 2 p.m. W. Jeffries and Co., sale Racing Club rights. Dec. 15.—Westland County Council at 2.30 p.m. Dec. 17.—Westland Chamber of Commerce at 7.30 p.m. Dec. 17.—Weights, Hokitika races. December 19.—Nominations close, 9 p.m., Westland Trotting Club. Dec. 19.—Tabulation opens at Hokitika. Dec. 19.—Acceptances, Hokitika races. Dec. 20.—Princess Theatre, 'Dick Whittington' pantomime. Dec. 25.—Christmas Day (Tuesday). Dec. 26, 27.—Hokitika races. January 1.—New Year's Day (Gala Day). January 2.—Ashburton Valley Sports Club's Races. January 3.—At 10 p.m., acceptances close, Westland Trotting Club. January 4.—Westland Trotting Club's Meeting. bbox=[386, 208, 532, 376]
elections-text: LONDON, December 1. An election storm centre has developed in the north, where the votes of the large urban populations are expected to play a most important part in deciding the issue. Even among the experts there is a striking conflict of opinion regarding the results of the polling. Mr Baldwin is said to be well pleased with his reception in Glasgow and Edinburgh. He holds his next meeting in Liverpool on Monday. Lord Birkenhead, speaking at Liverpool, said that during the past three years the country had been passing through a very difficult period. bbox=[986, 337, 1108, 448]
for-sale-heading: PROPERTIES FOR SALE. bbox=[27, 630, 111, 637]
electric-sub: THE ELECTRIC LIGHT FAILS. bbox=[738, 511, 834, 518]
property-price: £200 bbox=[6, 636, 32, 651]
johnstone-text: TEACHER OF SINGING AND PIANO. Term starts any time; reduction for country pupils. bbox=[6, 1035, 132, 1058]
seed-potatoes-heading: SEED POTATOES bbox=[425, 396, 493, 406]
sure-text: THEY ARE SURE TO SELL QUICKLY! bbox=[192, 553, 326, 562]
frock-row: 8 Pretty Frocks, usually 55/6; Special Sale Price 29/6. bbox=[165, 636, 353, 644]
property-text: ACRES FREEHOLD at Kokatahi, 50 ploughable and in grass, 30 acres new grass and 8 acres in turnips. Splendid farm buildings, new 5-roomed dwelling. Offered as a going concern with 30 choice dairy cows, pedigree Jersey bull, young stock, pigs, horses, new engine, separator, implements, etc. £35 per acre. bbox=[6, 824, 132, 887]
guardian-sub: (And Evening Star, with which is incorporated the West Coast Times.) bbox=[386, 789, 532, 804]
